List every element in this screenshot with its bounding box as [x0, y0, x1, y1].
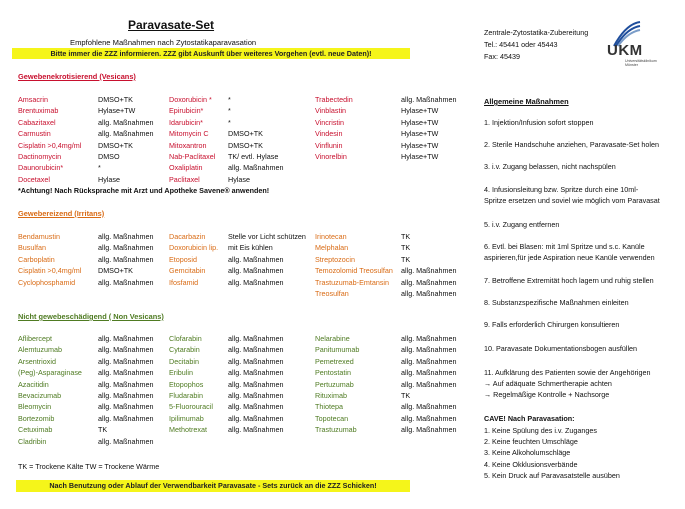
- drug-name: Irinotecan: [315, 232, 347, 241]
- drug-name: [315, 174, 401, 185]
- return-banner: Nach Benutzung oder Ablauf der Verwendbarkeit Paravasate - Sets zurück an die ZZZ Schicken!: [16, 480, 410, 492]
- measure-step: → Auf adäquate Schmertherapie achten: [484, 379, 612, 388]
- table-row: [18, 379, 473, 390]
- drug-measure: [228, 436, 315, 447]
- drug-measure: allg. Maßnahmen: [228, 402, 284, 412]
- drug-measure: Hylase+TW: [401, 140, 439, 150]
- drug-measure: allg. Maßnahmen: [228, 266, 284, 276]
- drug-measure: allg. Maßnahmen: [401, 334, 457, 343]
- drug-measure: DMSO+TK: [98, 95, 133, 104]
- table-row: [18, 128, 473, 139]
- drug-measure: *: [228, 95, 231, 104]
- drug-name: Paclitaxel: [169, 174, 200, 184]
- drug-name: Vindesin: [315, 129, 343, 139]
- drug-measure: *: [228, 106, 231, 116]
- drug-measure: DMSO+TK: [98, 140, 133, 150]
- drug-measure: Hylase+TW: [401, 152, 439, 162]
- drug-name: Decitabin: [169, 356, 199, 366]
- drug-measure: allg. Maßnahmen: [228, 356, 284, 366]
- drug-measure: [98, 288, 169, 299]
- caution-item: 3. Keine Alkoholumschläge: [484, 448, 571, 458]
- table-row: [18, 356, 473, 367]
- drug-measure: allg. Maßnahmen: [98, 368, 154, 378]
- drug-name: Panitumumab: [315, 345, 360, 355]
- caution-item: 2. Keine feuchten Umschläge: [484, 437, 578, 447]
- drug-name: Fludarabin: [169, 391, 203, 401]
- table-row: [18, 277, 473, 288]
- drug-name: Thiotepa: [315, 402, 343, 412]
- drug-measure: TK: [98, 425, 108, 435]
- drug-name: Ipilimumab: [169, 413, 204, 423]
- drug-measure: allg. Maßnahmen: [228, 163, 284, 173]
- drug-name: [315, 436, 401, 447]
- drug-name: Cisplatin >0,4mg/ml: [18, 140, 82, 150]
- drug-measure: allg. Maßnahmen: [228, 254, 284, 264]
- contact-fax: Fax: 45439: [484, 52, 520, 61]
- table-row: [18, 140, 473, 151]
- measure-step: 11. Aufklärung des Patienten sowie der Angehörigen: [484, 368, 651, 377]
- drug-measure: allg. Maßnahmen: [401, 289, 457, 299]
- irritans-heading: Gewebereizend (Irritans): [18, 209, 105, 218]
- caution-item: 5. Kein Druck auf Paravasatstelle ausüben: [484, 470, 620, 480]
- drug-measure: allg. Maßnahmen: [98, 345, 154, 355]
- drug-name: Trastuzumab: [315, 425, 357, 435]
- drug-name: Bevacizumab: [18, 391, 62, 401]
- drug-measure: allg. Maßnahmen: [98, 254, 154, 264]
- drug-name: Vinorelbin: [315, 152, 347, 162]
- info-banner: Bitte immer die ZZZ informieren. ZZZ gibt Auskunft über weiteres Vorgehen (evtl. neue Daten)!: [12, 48, 410, 59]
- drug-name: Mitoxantron: [169, 140, 207, 150]
- drug-measure: allg. Maßnahmen: [228, 277, 284, 287]
- drug-name: [169, 436, 228, 447]
- drug-name: Epirubicin*: [169, 106, 204, 116]
- drug-name: Carmustin: [18, 129, 51, 139]
- drug-measure: allg. Maßnahmen: [98, 129, 154, 139]
- drug-measure: allg. Maßnahmen: [228, 391, 284, 401]
- drug-measure: allg. Maßnahmen: [401, 277, 457, 287]
- drug-name: [18, 288, 98, 299]
- drug-measure: DMSO+TK: [228, 129, 263, 139]
- drug-measure: allg. Maßnahmen: [98, 334, 154, 343]
- drug-measure: allg. Maßnahmen: [98, 413, 154, 423]
- drug-measure: DMSO: [98, 152, 120, 162]
- drug-name: Etoposid: [169, 254, 197, 264]
- drug-name: Cisplatin >0,4mg/ml: [18, 266, 82, 276]
- table-row: [18, 344, 473, 355]
- drug-measure: allg. Maßnahmen: [401, 95, 457, 104]
- drug-name: Bendamustin: [18, 232, 60, 241]
- table-row: [18, 162, 473, 173]
- drug-measure: TK: [401, 391, 411, 401]
- drug-measure: allg. Maßnahmen: [228, 425, 284, 435]
- table-row: [18, 333, 473, 344]
- drug-measure: Hylase+TW: [401, 106, 439, 116]
- drug-name: Arsentrioxid: [18, 356, 56, 366]
- drug-measure: Hylase: [98, 174, 120, 184]
- drug-measure: allg. Maßnahmen: [228, 379, 284, 389]
- table-row: [18, 288, 473, 299]
- caution-item: 1. Keine Spülung des i.v. Zuganges: [484, 426, 597, 435]
- drug-name: Rituximab: [315, 391, 347, 401]
- drug-measure: allg. Maßnahmen: [98, 232, 154, 241]
- measure-step: 1. Injektion/Infusion sofort stoppen: [484, 118, 594, 127]
- caution-heading: CAVE! Nach Paravasation:: [484, 414, 575, 423]
- measure-step: 5. i.v. Zugang entfernen: [484, 220, 560, 229]
- drug-measure: allg. Maßnahmen: [228, 345, 284, 355]
- drug-name: Pemetrexed: [315, 356, 354, 366]
- drug-measure: TK: [401, 254, 411, 264]
- caution-item: 4. Keine Okklusionsverbände: [484, 459, 578, 469]
- measure-step: 2. Sterile Handschuhe anziehen, Paravasate-Set holen: [484, 140, 660, 149]
- drug-measure: TK: [401, 243, 411, 253]
- table-row: [18, 265, 473, 276]
- drug-measure: Stelle vor Licht schützen: [228, 232, 306, 241]
- drug-name: Pentostatin: [315, 368, 351, 378]
- drug-measure: allg. Maßnahmen: [401, 379, 457, 389]
- drug-name: Eribulin: [169, 368, 193, 378]
- drug-name: Treosulfan: [315, 289, 349, 299]
- drug-measure: DMSO+TK: [228, 140, 263, 150]
- drug-name: Dactinomycin: [18, 152, 62, 162]
- drug-measure: Hylase+TW: [401, 117, 439, 127]
- drug-name: Vinblastin: [315, 106, 347, 116]
- drug-measure: allg. Maßnahmen: [98, 277, 154, 287]
- drug-measure: Hylase+TW: [98, 106, 136, 116]
- drug-name: Carboplatin: [18, 254, 55, 264]
- table-row: [18, 424, 473, 435]
- drug-measure: [401, 436, 473, 447]
- drug-measure: allg. Maßnahmen: [401, 402, 457, 412]
- logo-text: UKM: [607, 42, 643, 59]
- table-row: [18, 231, 473, 242]
- contact-phone: Tel.: 45441 oder 45443: [484, 40, 558, 49]
- drug-name: Idarubicin*: [169, 117, 203, 127]
- drug-name: Azacitidin: [18, 379, 49, 389]
- table-row: [18, 174, 473, 185]
- drug-measure: allg. Maßnahmen: [228, 334, 284, 343]
- drug-name: Doxorubicin lip.: [169, 243, 219, 253]
- drug-measure: TK/ evtl. Hylase: [228, 152, 279, 162]
- page-title: Paravasate-Set: [128, 18, 215, 32]
- drug-measure: allg. Maßnahmen: [98, 379, 154, 389]
- measure-step: 9. Falls erforderlich Chirurgen konsultieren: [484, 320, 620, 329]
- abbreviation-legend: TK = Trockene Kälte TW = Trockene Wärme: [18, 462, 160, 471]
- drug-name: Topotecan: [315, 413, 349, 423]
- drug-measure: allg. Maßnahmen: [401, 356, 457, 366]
- drug-name: Cetuximab: [18, 425, 53, 435]
- drug-name: [315, 162, 401, 173]
- general-measures-heading: Allgemeine Maßnahmen: [484, 97, 569, 106]
- drug-measure: [401, 162, 473, 173]
- drug-measure: *: [228, 117, 231, 127]
- measure-step: 4. Infusionsleitung bzw. Spritze durch eine 10ml-: [484, 185, 639, 194]
- drug-name: Gemcitabin: [169, 266, 206, 276]
- drug-name: Ifosfamid: [169, 277, 199, 287]
- drug-measure: mit Eis kühlen: [228, 243, 273, 253]
- drug-name: [169, 288, 228, 299]
- drug-name: Docetaxel: [18, 174, 50, 184]
- table-row: [18, 242, 473, 253]
- drug-name: Melphalan: [315, 243, 349, 253]
- measure-step: 8. Substanzspezifische Maßnahmen einleiten: [484, 298, 629, 307]
- drug-name: Brentuximab: [18, 106, 59, 116]
- drug-name: Bortezomib: [18, 413, 55, 423]
- table-row: [18, 413, 473, 424]
- vesicans-table: [18, 94, 473, 185]
- drug-name: Mitomycin C: [169, 129, 209, 139]
- drug-name: Cladribin: [18, 436, 47, 446]
- drug-name: Cyclophosphamid: [18, 277, 76, 287]
- table-row: [18, 367, 473, 378]
- drug-measure: allg. Maßnahmen: [228, 368, 284, 378]
- drug-name: Clofarabin: [169, 334, 202, 343]
- drug-measure: allg. Maßnahmen: [228, 413, 284, 423]
- drug-name: Trabectedin: [315, 95, 353, 104]
- table-row: [18, 151, 473, 162]
- measure-step: 10. Paravasate Dokumentationsbogen ausfüllen: [484, 344, 638, 353]
- drug-name: Daunorubicin*: [18, 163, 64, 173]
- measure-step: → Regelmäßige Kontrolle + Nachsorge: [484, 390, 610, 399]
- drug-measure: allg. Maßnahmen: [401, 425, 457, 435]
- logo-subtext: Universitätsklinikum Münster: [625, 59, 657, 67]
- table-row: [18, 254, 473, 265]
- drug-measure: allg. Maßnahmen: [98, 402, 154, 412]
- drug-name: Vincristin: [315, 117, 345, 127]
- drug-name: Bleomycin: [18, 402, 52, 412]
- drug-measure: allg. Maßnahmen: [98, 243, 154, 253]
- drug-name: Dacarbazin: [169, 232, 206, 241]
- table-row: [18, 117, 473, 128]
- table-row: [18, 390, 473, 401]
- drug-name: Streptozocin: [315, 254, 355, 264]
- drug-measure: allg. Maßnahmen: [401, 266, 457, 276]
- drug-measure: allg. Maßnahmen: [98, 356, 154, 366]
- drug-measure: allg. Maßnahmen: [98, 117, 154, 127]
- table-row: [18, 436, 473, 447]
- drug-name: Temozolomid Treosulfan: [315, 266, 393, 276]
- drug-measure: DMSO+TK: [98, 266, 133, 276]
- drug-measure: allg. Maßnahmen: [98, 391, 154, 401]
- contact-department: Zentrale-Zytostatika-Zubereitung: [484, 28, 589, 37]
- drug-name: Cabazitaxel: [18, 117, 56, 127]
- table-row: [18, 94, 473, 105]
- drug-name: Oxaliplatin: [169, 163, 203, 173]
- drug-measure: Hylase: [228, 174, 250, 184]
- drug-name: Vinflunin: [315, 140, 343, 150]
- drug-measure: [228, 288, 315, 299]
- savene-note: *Achtung! Nach Rücksprache mit Arzt und Apotheke Savene® anwenden!: [18, 186, 270, 195]
- drug-name: Busulfan: [18, 243, 46, 253]
- measure-step: Spritze ersetzen und soviel wie möglich vom Paravasat: [484, 196, 660, 205]
- page-subtitle: Empfohlene Maßnahmen nach Zytostatikaparavasation: [70, 38, 257, 47]
- drug-measure: allg. Maßnahmen: [401, 413, 457, 423]
- measure-step: 7. Betroffene Extremität hoch lagern und ruhig stellen: [484, 276, 654, 285]
- drug-measure: [401, 174, 473, 185]
- irritans-table: [18, 231, 473, 299]
- drug-measure: allg. Maßnahmen: [401, 368, 457, 378]
- measure-step: 3. i.v. Zugang belassen, nicht nachspülen: [484, 162, 616, 171]
- drug-measure: allg. Maßnahmen: [98, 436, 154, 446]
- measure-step: 6. Evtl. bei Blasen: mit 1ml Spritze und s.c. Kanüle: [484, 242, 645, 251]
- drug-name: Aflibercept: [18, 334, 52, 343]
- drug-name: 5-Fluorouracil: [169, 402, 213, 412]
- drug-name: Methotrexat: [169, 425, 207, 435]
- non-vesicans-table: [18, 333, 473, 447]
- measure-step: aspirieren,für jede Aspiration neue Kanüle verwenden: [484, 253, 655, 262]
- drug-name: Pertuzumab: [315, 379, 354, 389]
- table-row: [18, 105, 473, 116]
- drug-name: Alemtuzumab: [18, 345, 62, 355]
- drug-name: Etopophos: [169, 379, 204, 389]
- table-row: [18, 401, 473, 412]
- drug-name: Nab-Paclitaxel: [169, 152, 216, 162]
- drug-name: Doxorubicin *: [169, 95, 212, 104]
- drug-measure: Hylase+TW: [401, 129, 439, 139]
- non-vesicans-heading: Nicht gewebeschädigend ( Non Vesicans): [18, 312, 164, 321]
- drug-name: Amsacrin: [18, 95, 48, 104]
- drug-measure: TK: [401, 232, 411, 241]
- drug-measure: allg. Maßnahmen: [401, 345, 457, 355]
- drug-measure: *: [98, 163, 101, 173]
- drug-name: Nelarabine: [315, 334, 350, 343]
- drug-name: Trastuzumab-Emtansin: [315, 277, 390, 287]
- vesicans-heading: Gewebenekrotisierend (Vesicans): [18, 72, 136, 81]
- drug-name: (Peg)-Asparaginase: [18, 368, 82, 378]
- drug-name: Cytarabin: [169, 345, 200, 355]
